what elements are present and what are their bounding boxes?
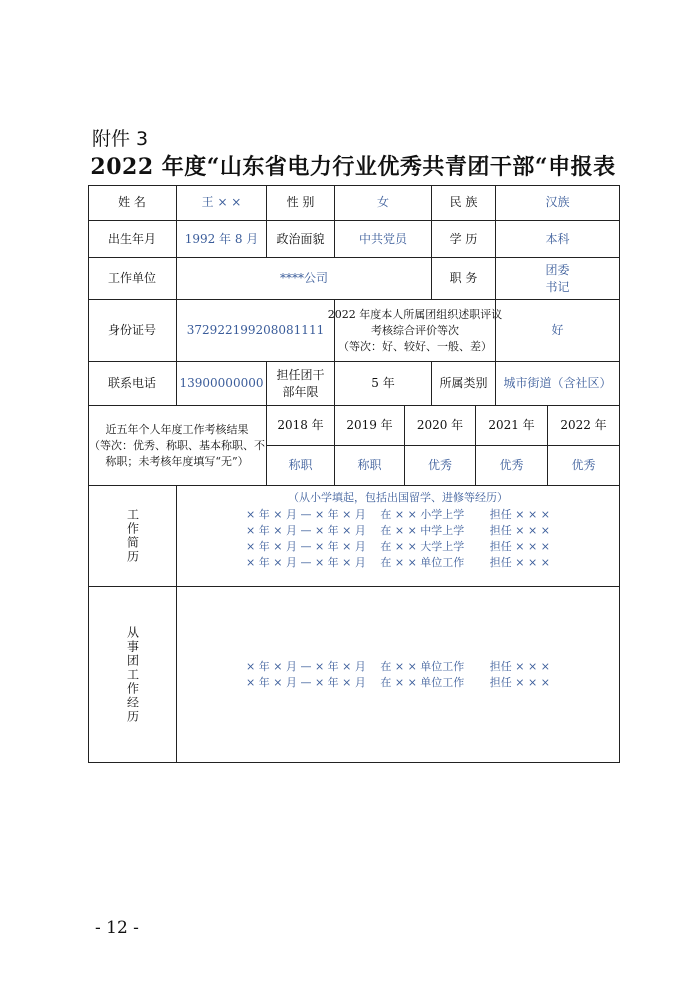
- review-label-line-1: 2022 年度本人所属团组织述职评议: [327, 307, 503, 321]
- league-line: × 年 × 月 — × 年 × 月 在 × × 单位工作 担任 × × ×: [246, 659, 550, 673]
- assessment-label-line-2: （等次：优秀、称职、基本称职、不: [89, 438, 265, 452]
- assessment-result-2020: 优秀: [405, 446, 476, 486]
- resume-label: 工作简历: [125, 508, 140, 564]
- assessment-label-line-3: 称职；未考核年度填写“无”）: [105, 454, 249, 468]
- phone-label: 联系电话: [88, 362, 177, 406]
- gender-label: 性 别: [267, 185, 335, 221]
- application-form-table: [88, 185, 620, 763]
- ethnicity-label: 民 族: [432, 185, 496, 221]
- political-label: 政治面貌: [267, 221, 335, 258]
- name-value: 王 × ×: [177, 185, 267, 221]
- form-title: 2022 年度“山东省电力行业优秀共青团干部“申报表: [90, 154, 616, 180]
- education-value: 本科: [496, 221, 620, 258]
- employer-value: ****公司: [177, 258, 432, 300]
- resume-note: （从小学填起，包括出国留学、进修等经历）: [288, 491, 508, 504]
- assessment-result-2018: 称职: [267, 446, 335, 486]
- id-value: 372922199208081111: [177, 300, 335, 362]
- assessment-result-2021: 优秀: [476, 446, 548, 486]
- assessment-year-2019: 2019 年: [335, 406, 405, 446]
- tenure-label: [267, 362, 335, 406]
- category-label: 所属类别: [432, 362, 496, 406]
- position-value-line-1: 团委: [545, 262, 570, 277]
- league-content: [177, 587, 620, 763]
- assessment-result-2019: 称职: [335, 446, 405, 486]
- assessment-result-2022: 优秀: [548, 446, 620, 486]
- tenure-label-line-1: 担任团干: [276, 367, 325, 382]
- review-label-line-3: （等次：好、较好、一般、差）: [338, 339, 492, 353]
- league-label: 从事团工作经历: [125, 625, 140, 724]
- resume-line: × 年 × 月 — × 年 × 月 在 × × 大学上学 担任 × × ×: [246, 540, 550, 553]
- id-label: 身份证号: [88, 300, 177, 362]
- assessment-year-2018: 2018 年: [267, 406, 335, 446]
- birth-label: 出生年月: [88, 221, 177, 258]
- league-label-cell: [88, 587, 177, 763]
- gender-value: 女: [335, 185, 432, 221]
- employer-label: 工作单位: [88, 258, 177, 300]
- assessment-year-2021: 2021 年: [476, 406, 548, 446]
- tenure-value: 5 年: [335, 362, 432, 406]
- tenure-label-line-2: 部年限: [282, 384, 319, 399]
- resume-line: × 年 × 月 — × 年 × 月 在 × × 小学上学 担任 × × ×: [246, 508, 550, 521]
- education-label: 学 历: [432, 221, 496, 258]
- position-value-line-2: 书记: [545, 279, 570, 294]
- position-label: 职 务: [432, 258, 496, 300]
- page-number: - 12 -: [95, 918, 139, 938]
- name-label: 姓 名: [88, 185, 177, 221]
- political-value: 中共党员: [335, 221, 432, 258]
- resume-label-cell: [88, 486, 177, 587]
- phone-value: 13900000000: [177, 362, 267, 406]
- assessment-year-2022: 2022 年: [548, 406, 620, 446]
- position-value: [496, 258, 620, 300]
- resume-content: [177, 486, 620, 587]
- review-value: 好: [496, 300, 620, 362]
- assessment-year-2020: 2020 年: [405, 406, 476, 446]
- attachment-label: 附件 3: [92, 128, 149, 150]
- league-line: × 年 × 月 — × 年 × 月 在 × × 单位工作 担任 × × ×: [246, 675, 550, 689]
- ethnicity-value: 汉族: [496, 185, 620, 221]
- birth-value: 1992 年 8 月: [177, 221, 267, 258]
- review-label: [327, 300, 503, 362]
- assessment-label-line-1: 近五年个人年度工作考核结果: [105, 422, 249, 436]
- assessment-label: [88, 406, 267, 486]
- resume-line: × 年 × 月 — × 年 × 月 在 × × 单位工作 担任 × × ×: [246, 556, 550, 569]
- category-value: 城市街道（含社区）: [496, 362, 620, 406]
- resume-line: × 年 × 月 — × 年 × 月 在 × × 中学上学 担任 × × ×: [246, 524, 550, 537]
- review-label-line-2: 考核综合评价等次: [371, 323, 459, 337]
